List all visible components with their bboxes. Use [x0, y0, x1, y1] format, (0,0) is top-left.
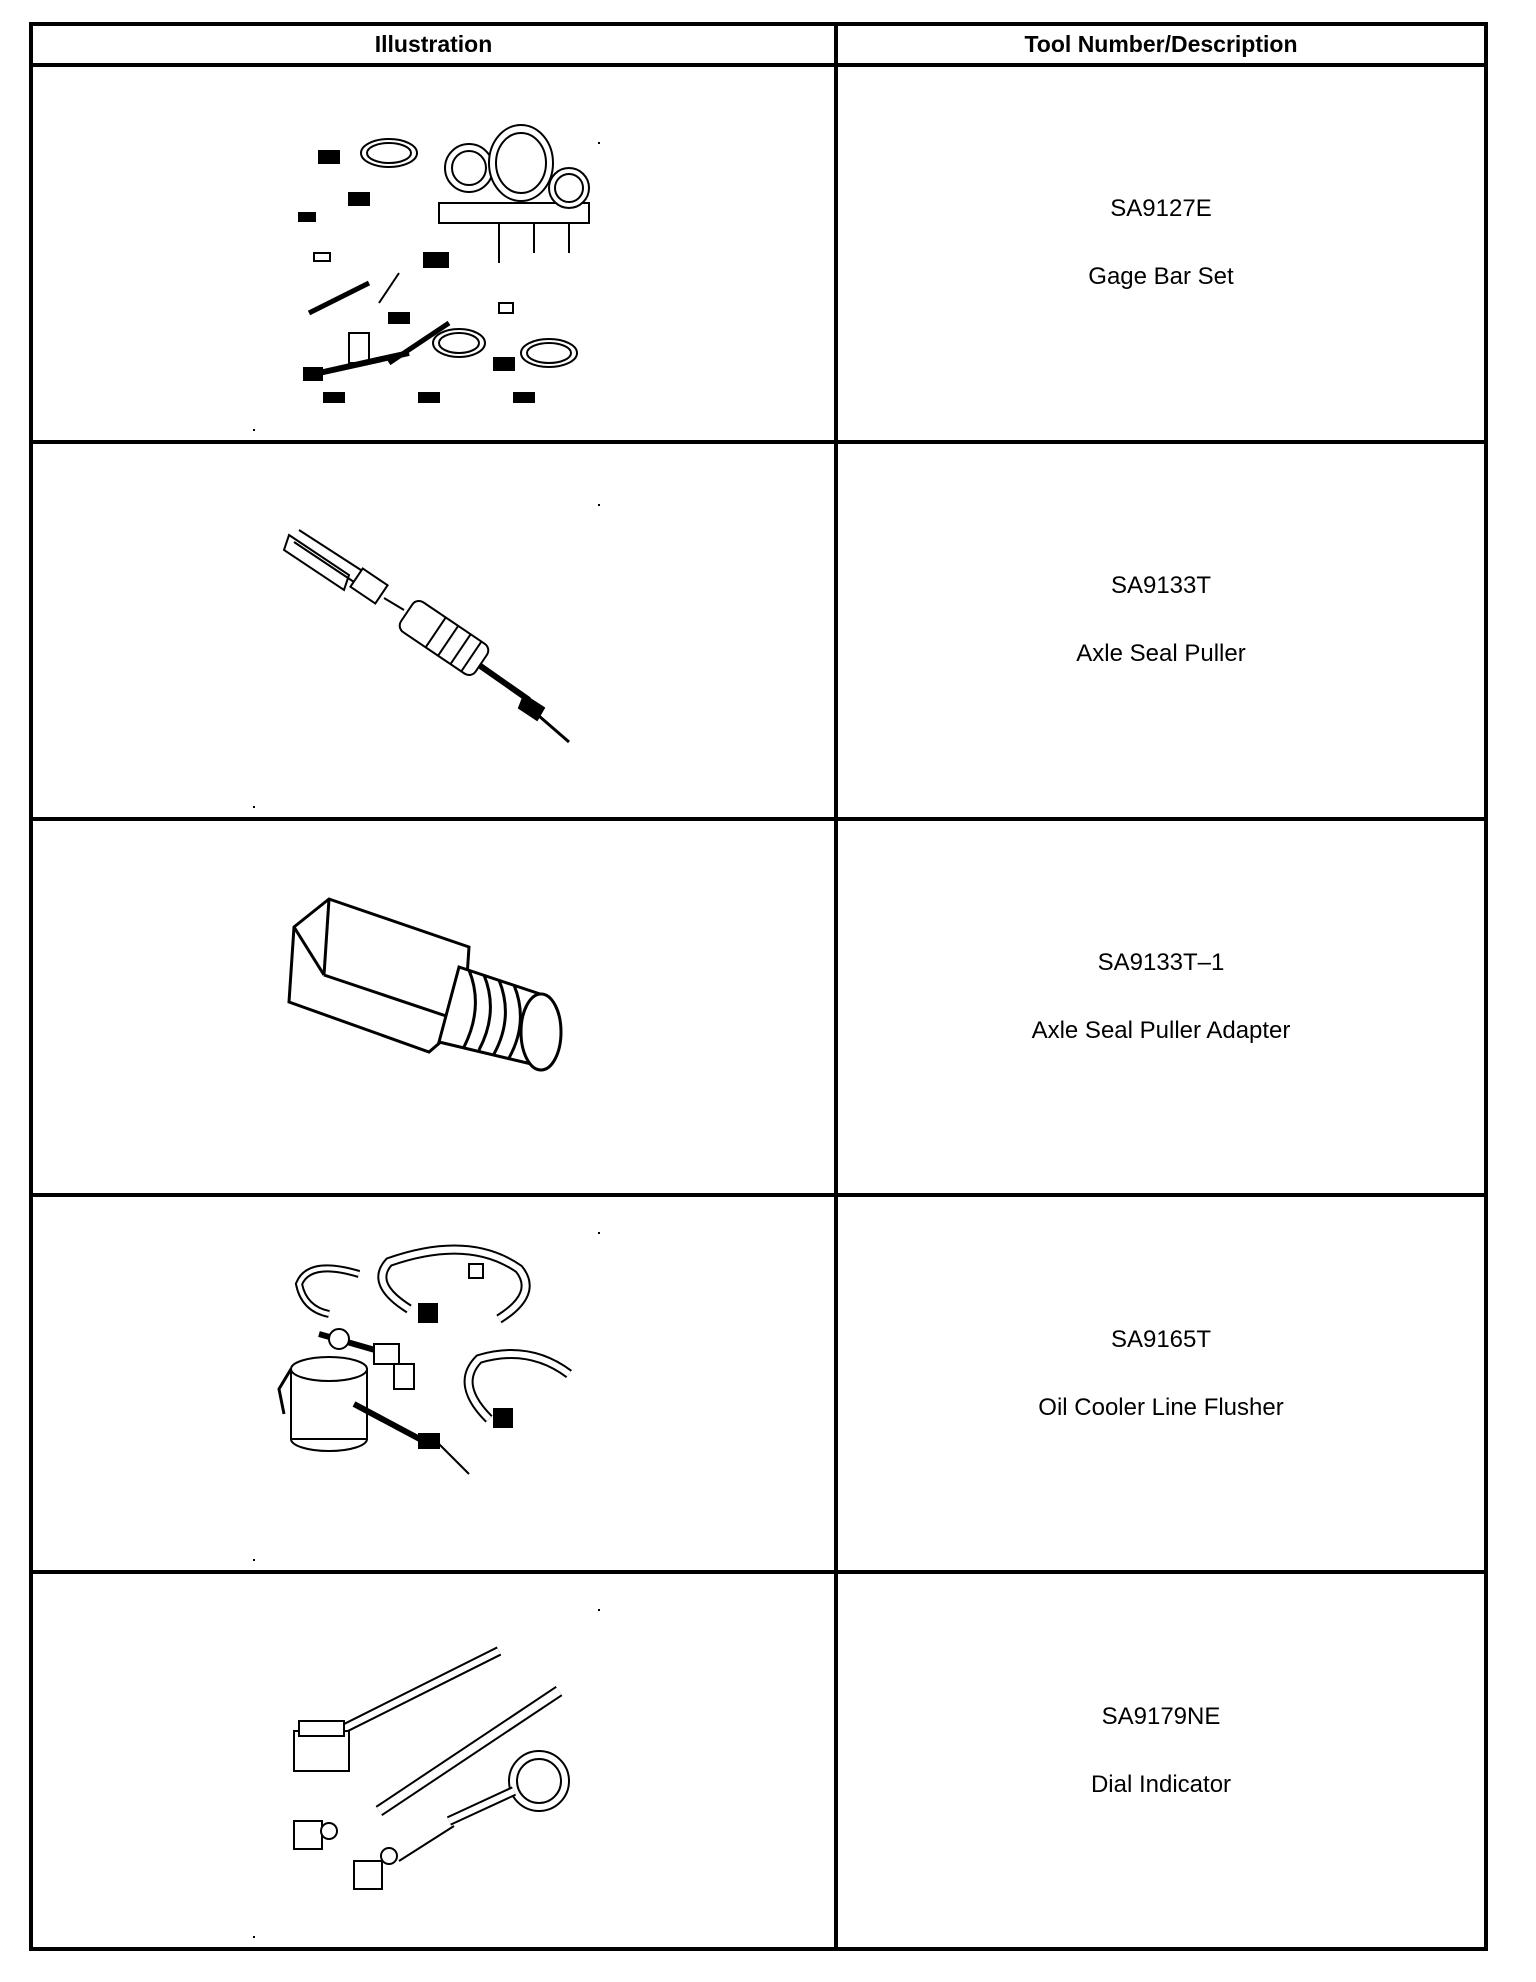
tool-description-cell — [836, 65, 1486, 442]
table-row — [31, 1195, 1486, 1572]
illustration-header: Illustration — [31, 24, 836, 65]
illustration-cell — [31, 1572, 836, 1949]
oil-cooler-line-flusher-illustration — [269, 1234, 599, 1534]
axle-seal-puller-adapter-illustration — [269, 857, 599, 1157]
tool-description-cell — [836, 819, 1486, 1196]
tool-description-cell — [836, 442, 1486, 819]
tool-description-header: Tool Number/Description — [836, 24, 1486, 65]
dial-indicator-illustration — [269, 1611, 599, 1911]
tool-number: SA9165T — [1110, 1325, 1212, 1353]
illustration-cell — [31, 442, 836, 819]
table-row — [31, 442, 1486, 819]
tool-description: Dial Indicator — [1090, 1770, 1232, 1798]
tool-number: SA9179NE — [1101, 1702, 1221, 1730]
special-tools-table — [29, 22, 1488, 1951]
tool-description-cell — [836, 1195, 1486, 1572]
tool-number: SA9133T — [1110, 572, 1212, 600]
axle-seal-puller-illustration — [269, 480, 599, 780]
gage-bar-set-illustration — [269, 103, 599, 403]
illustration-cell — [31, 1195, 836, 1572]
tool-description: Axle Seal Puller — [1076, 640, 1246, 668]
tool-description-cell — [836, 1572, 1486, 1949]
header-row — [31, 24, 1486, 65]
table-row — [31, 819, 1486, 1196]
tool-description: Axle Seal Puller Adapter — [1031, 1016, 1291, 1044]
tool-description: Gage Bar Set — [1088, 263, 1234, 291]
table-row — [31, 65, 1486, 442]
tool-number: SA9133T–1 — [1097, 948, 1225, 976]
illustration-cell — [31, 65, 836, 442]
tool-number: SA9127E — [1110, 195, 1212, 223]
table-row — [31, 1572, 1486, 1949]
tool-description: Oil Cooler Line Flusher — [1038, 1393, 1284, 1421]
illustration-cell — [31, 819, 836, 1196]
